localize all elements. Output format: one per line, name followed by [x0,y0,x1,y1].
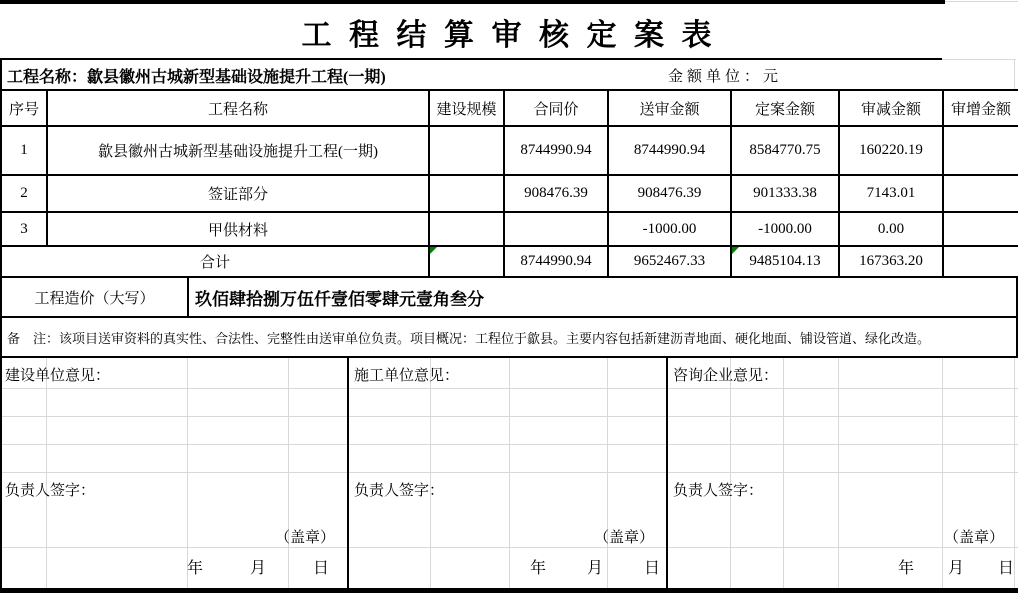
day-label: 日 [312,559,329,577]
total-scale [429,246,504,277]
note-row [0,318,1018,358]
cell-increased [943,212,1018,246]
cell-increased [943,175,1018,212]
total-increased [943,246,1018,277]
signer-label: 负责人签字： [5,483,96,499]
meta-row [0,60,1018,90]
header-increased: 审增金额 [943,90,1018,126]
top-gridline [945,1,1018,2]
bottom-border-bar [0,588,1018,593]
top-border-bar [0,0,945,4]
signer-label: 负责人签字： [673,483,764,499]
cell-reduced: 7143.01 [839,175,943,212]
cell-seq: 3 [1,212,47,246]
header-project: 工程名称 [47,90,429,126]
cell-corner-marker-icon [430,247,437,254]
settlement-table [0,89,1018,278]
total-approved: 9485104.13 [731,246,839,277]
date-line [349,548,668,584]
seal-label: （盖章） [943,530,1004,546]
amount-in-words-label: 工程造价（大写） [34,290,155,307]
cell-increased [943,126,1018,175]
amount-in-words-row [0,278,1018,318]
cell-contract: 8744990.94 [504,126,608,175]
total-reduced: 167363.20 [839,246,943,277]
cell-submitted: -1000.00 [608,212,731,246]
page-title: 工 程 结 算 审 核 定 案 表 [301,19,717,52]
total-submitted: 9652467.33 [608,246,731,277]
opinion-label: 建设单位意见： [5,368,111,384]
cell-scale [429,212,504,246]
header-contract: 合同价 [504,90,608,126]
cell-scale [429,175,504,212]
amount-unit-label: 金额单位：元 [668,69,783,85]
cell-submitted: 908476.39 [608,175,731,212]
day-label: 日 [997,559,1014,577]
cell-project: 歙县徽州古城新型基础设施提升工程(一期) [47,126,429,175]
cell-scale [429,126,504,175]
total-label: 合计 [1,246,429,277]
year-label: 年 [529,559,546,577]
table-row [1,126,1018,175]
month-label: 月 [947,559,964,577]
header-submitted: 送审金额 [608,90,731,126]
amount-row-divider [187,278,189,316]
seal-label: （盖章） [274,530,335,546]
day-label: 日 [643,559,660,577]
header-scale: 建设规模 [429,90,504,126]
table-header-row [1,90,1018,126]
project-name-label: 工程名称：歙县徽州古城新型基础设施提升工程(一期) [7,69,386,86]
date-line [668,548,1018,584]
opinion-label: 咨询企业意见： [673,368,779,384]
table-row [1,212,1018,246]
date-line [0,548,349,584]
signature-area [0,358,1018,588]
month-label: 月 [586,559,603,577]
month-label: 月 [249,559,266,577]
consultant-opinion-section [668,358,1018,588]
amount-in-words-value: 玖佰肆拾捌万伍仟壹佰零肆元壹角叁分 [195,289,484,309]
owner-opinion-section [0,358,349,588]
year-label: 年 [897,559,914,577]
year-label: 年 [186,559,203,577]
cell-approved: 8584770.75 [731,126,839,175]
cell-reduced: 0.00 [839,212,943,246]
cell-contract: 908476.39 [504,175,608,212]
cell-seq: 1 [1,126,47,175]
contractor-opinion-section [349,358,668,588]
table-row [1,175,1018,212]
cell-contract [504,212,608,246]
cell-seq: 2 [1,175,47,212]
total-row [1,246,1018,277]
header-approved: 定案金额 [731,90,839,126]
seal-label: （盖章） [593,530,654,546]
header-reduced: 审减金额 [839,90,943,126]
cell-approved: 901333.38 [731,175,839,212]
cell-project: 签证部分 [47,175,429,212]
signer-label: 负责人签字： [354,483,445,499]
cell-corner-marker-icon [732,247,739,254]
cell-submitted: 8744990.94 [608,126,731,175]
note-text: 备 注：该项目送审资料的真实性、合法性、完整性由送审单位负责。项目概况：工程位于歙县。主要内容包括新建沥青地面、硬化地面、铺设管道、绿化改造。 [7,330,931,346]
cell-approved: -1000.00 [731,212,839,246]
opinion-label: 施工单位意见： [354,368,460,384]
cell-project: 甲供材料 [47,212,429,246]
total-contract: 8744990.94 [504,246,608,277]
cell-reduced: 160220.19 [839,126,943,175]
header-seq: 序号 [1,90,47,126]
